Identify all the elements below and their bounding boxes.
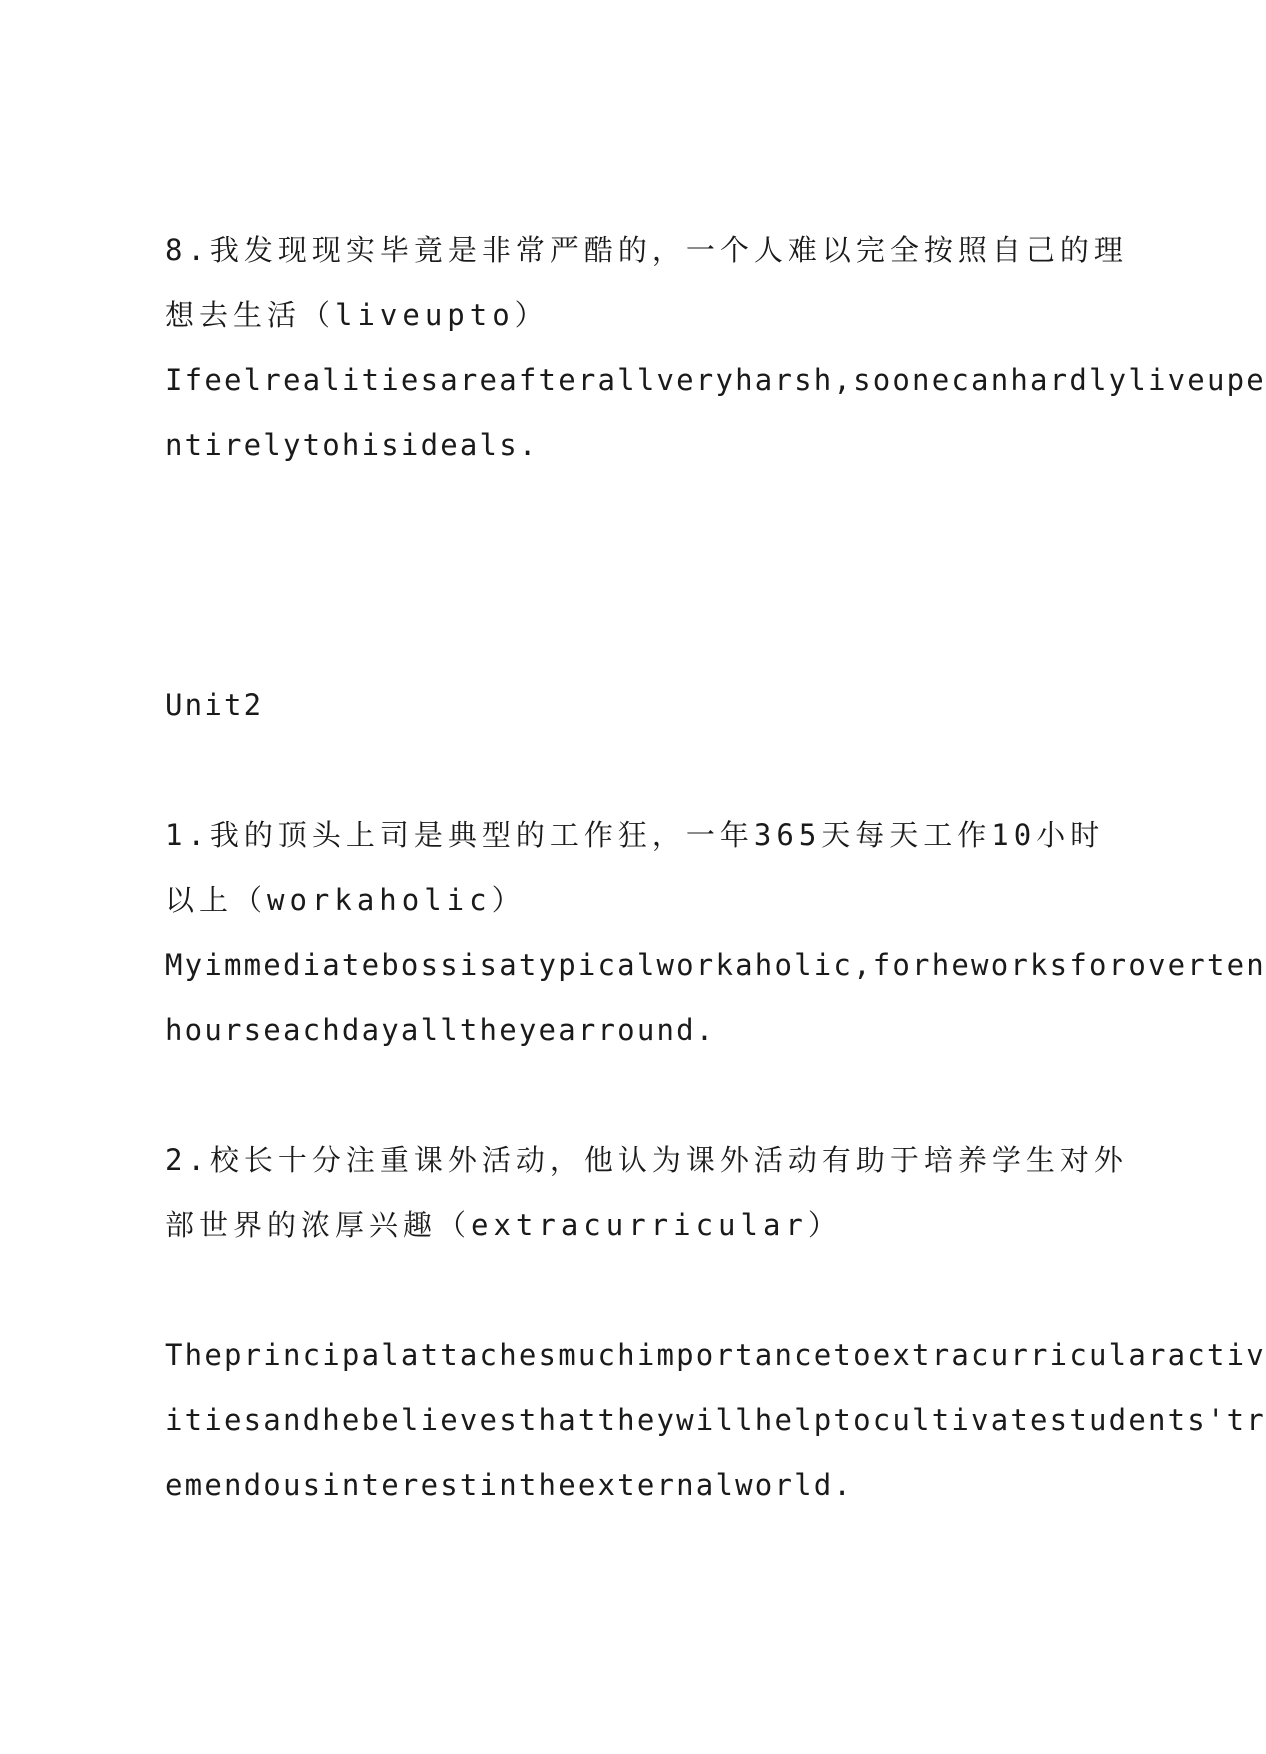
q1-chinese-line-1: 1.我的顶头上司是典型的工作狂，一年365天每天工作10小时: [165, 818, 1105, 852]
q2-chinese-line-1: 2.校长十分注重课外活动，他认为课外活动有助于培养学生对外: [165, 1143, 1128, 1177]
q1-english-line-1: Myimmediatebossisatypicalworkaholic,forheworksforoverten: [165, 948, 1266, 982]
q8-english-line-2: ntirelytohisideals.: [165, 428, 539, 462]
q2-chinese-line-2: 部世界的浓厚兴趣（extracurricular）: [165, 1208, 842, 1242]
q1-chinese-line-2: 以上（workaholic）: [165, 883, 526, 917]
q8-english-line-1: Ifeelrealitiesareafterallveryharsh,soonecanhardlyliveupe: [165, 363, 1266, 397]
q8-chinese-line-2: 想去生活（liveupto）: [165, 298, 549, 332]
unit-heading: Unit2: [165, 688, 264, 722]
q2-english-line-3: emendousinterestintheexternalworld.: [165, 1468, 854, 1502]
q8-chinese-line-1: 8.我发现现实毕竟是非常严酷的，一个人难以完全按照自己的理: [165, 233, 1128, 267]
q2-english-line-2: itiesandhebelievesthattheywillhelptocultivatestudents'tr: [165, 1403, 1266, 1437]
q2-english-line-1: Theprincipalattachesmuchimportancetoextracurricularactiv: [165, 1338, 1266, 1372]
q1-english-line-2: hourseachdayalltheyearround.: [165, 1013, 716, 1047]
